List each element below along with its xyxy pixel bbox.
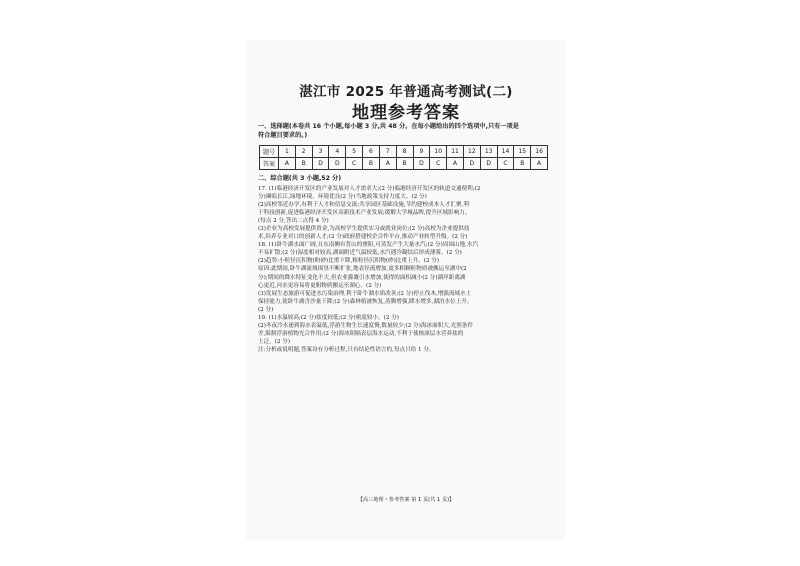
answer-line: 注:分析或说明题,答案设有分析过程,只有结论性语言的,每点只给 1 分。 (258, 346, 435, 353)
answer-line: 于科技创新,促进临港经济开发区高新技术产业发展;缓解大学城品牌,提升区域影响力。 (258, 210, 471, 217)
table-cell-answer: C (497, 158, 514, 170)
answer-line: (3)发展生态旅游可促进水污染治理,利于卧牛湖水质改善;(2 分)停止伐木,增强流域水土 (258, 290, 472, 297)
table-cell-number: 14 (497, 146, 514, 158)
answer-body (258, 185, 556, 354)
table-cell-answer: B (514, 158, 531, 170)
table-cell-answer: A (379, 158, 396, 170)
table-cell-number: 10 (430, 146, 447, 158)
table-cell-answer: C (430, 158, 447, 170)
table-cell-answer: A (279, 158, 296, 170)
answer-line: 差,限制浮游植物光合作用;(2 分)海冰阻隔表层海水运动,不利于使核深层水营养盐的 (258, 330, 464, 337)
table-cell-answer: C (346, 158, 363, 170)
answer-table-answer-row (260, 158, 548, 170)
answer-line: 保持能力,使卧牛湖含沙量下降;(2 分)森林植被恢复,蒸腾增强,降水增多,湖泊水位上升。 (258, 298, 473, 305)
answer-line: (2)趋势:小粒径沉积物(粉砂)比重下降,粗粒径沉积物(砂)比重上升。(2 分) (258, 258, 440, 265)
table-cell-answer: D (413, 158, 430, 170)
answer-line: (2)冬夜冷水递到海水表温低,浮游生物生长速度慢,数量较少;(2 分)海冰面积大,光照条件 (258, 322, 474, 329)
table-cell-number: 3 (312, 146, 329, 158)
table-cell-answer: B (295, 158, 312, 170)
answer-line: (2)高校邻近办学,有利于人才和信息交流;共享园区基础设施,节约建校成本人才汇聚,利 (258, 202, 469, 209)
table-cell-answer: D (329, 158, 346, 170)
document-title: 湛江市 2025 年普通高考测试(二) (299, 84, 513, 100)
table-cell-answer: A (531, 158, 548, 170)
answer-line: 17. (1)临港经济开发区的产业发展对人才需求大;(2 分)临港经济开发区的轨道交通便利;(2 (258, 186, 481, 192)
answer-line: 上泛。(2 分) (258, 338, 291, 345)
table-cell-number: 2 (295, 146, 312, 158)
answer-table-number-row (260, 146, 548, 158)
table-cell-number: 11 (447, 146, 464, 158)
table-cell-number: 5 (346, 146, 363, 158)
table-cell-number: 15 (514, 146, 531, 158)
answer-line: 18. (1)卧牛湖水面广阔,且东南侧有背山的壅阻,可蒸发产生大量水汽;(2 分)周围山地,水汽 (258, 242, 479, 249)
table-cell-answer: D (463, 158, 480, 170)
table-cell-number: 4 (329, 146, 346, 158)
answer-line: 19. (1)水温较高;(2 分)盐度较低;(2 分)密度较小。(2 分) (258, 314, 399, 321)
section-1-heading (258, 122, 558, 140)
table-cell-number: 16 (531, 146, 548, 158)
table-header-answer: 答案 (260, 158, 279, 170)
table-cell-answer: D (312, 158, 329, 170)
answer-line: 分);期间的降水特征变化不大,但农业灌溉引水增加,使得的面积减小(2 分)湖岸距离湖 (258, 274, 466, 281)
answer-line: 原因:此期间,卧牛湖流域围垦不断扩张,地表径流增加,更多粗颗粒物质被搬运至湖中(2 (258, 266, 467, 273)
table-cell-answer: B (396, 158, 413, 170)
table-cell-answer: D (480, 158, 497, 170)
table-cell-answer: B (363, 158, 380, 170)
answer-line: (每点 2 分,答出二点得 4 分) (258, 218, 329, 225)
answer-line: (2 分) (258, 306, 274, 313)
section-2-heading: 二、综合题(共 3 小题,52 分) (258, 175, 342, 182)
answer-line: (3)企业为高校发展提供资金,为高校学生提供实习或就业岗位;(2 分)高校为企业提供技 (258, 226, 470, 233)
table-cell-number: 1 (279, 146, 296, 158)
table-cell-number: 7 (379, 146, 396, 158)
answer-table (259, 145, 548, 170)
answer-line: 分)濒临长江,绿地环境、环境优良(2 分)当地政策支持力度大。(2 分) (258, 194, 427, 201)
table-cell-number: 9 (413, 146, 430, 158)
table-header-question-number: 题号 (260, 146, 279, 158)
answer-line: 不易扩散;(2 分)湿度相对较高,湖面附近气温较低,水汽遇冷凝结后形成薄雾。(2 分) (258, 250, 462, 257)
section-1-line-1: 一、选择题(本卷共 16 个小题,每小题 3 分,共 48 分。在每小题给出的四个选项中,只有一项是 (258, 123, 519, 130)
section-1-line-2: 符合题目要求的。) (258, 132, 308, 139)
page-footer: 【高三地理・参考答案 第 1 页(共 1 页)】 (357, 497, 455, 503)
table-cell-number: 13 (480, 146, 497, 158)
table-cell-answer: A (447, 158, 464, 170)
table-cell-number: 12 (463, 146, 480, 158)
answer-line: 术,培养专业对口的创新人才;(2 分)政府搭建校企合作平台,推动产业转型升级。(2 分) (258, 234, 468, 241)
document-subtitle: 地理参考答案 (352, 103, 460, 123)
table-cell-number: 6 (363, 146, 380, 158)
answer-line: 心更近,河水更容易将更粗物质搬运至湖心。(2 分) (258, 282, 382, 289)
table-cell-number: 8 (396, 146, 413, 158)
